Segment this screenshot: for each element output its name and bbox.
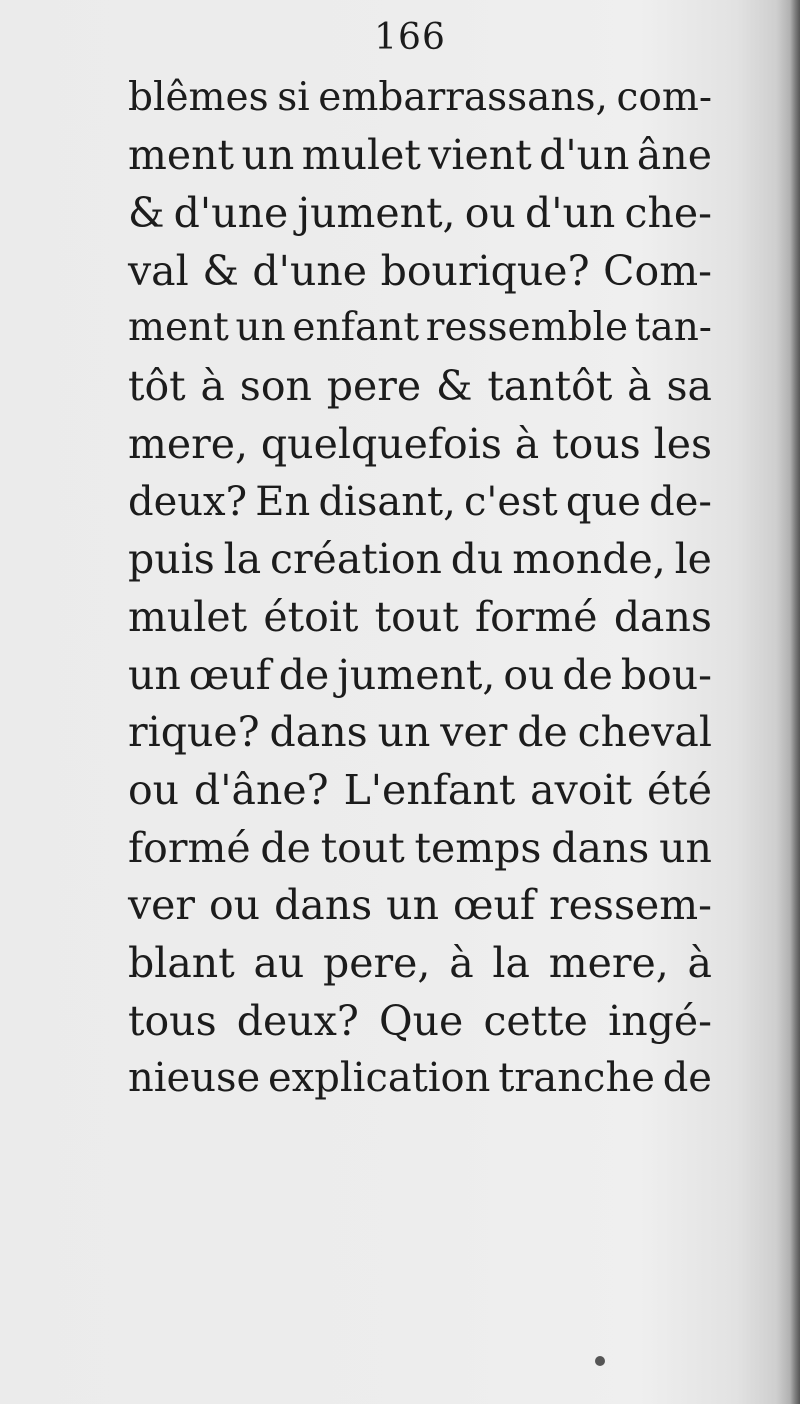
word: le	[674, 535, 712, 584]
word: jument,	[297, 189, 456, 238]
word: bourique?	[380, 246, 590, 295]
word: d'un	[525, 189, 616, 238]
word: un	[241, 131, 295, 180]
word: ressem-	[549, 881, 712, 930]
word: enfant	[292, 305, 420, 351]
word: la	[223, 535, 262, 584]
word: temps	[414, 823, 542, 872]
text-line	[128, 470, 712, 528]
word: formé	[128, 823, 251, 872]
word: dans	[551, 823, 650, 872]
word: En	[255, 478, 311, 525]
word: à	[200, 362, 225, 411]
word: Com-	[603, 246, 712, 295]
word: ou	[128, 765, 180, 814]
word: son	[239, 362, 312, 411]
word: à	[687, 939, 712, 987]
word: d'une	[252, 246, 368, 295]
text-line	[128, 874, 712, 932]
text-line	[128, 528, 712, 586]
word: jument,	[337, 650, 496, 699]
text-line	[128, 585, 712, 643]
word: L'enfant	[343, 765, 516, 814]
word: de	[662, 1055, 712, 1102]
text-line	[128, 1047, 712, 1105]
word: deux?	[236, 996, 359, 1045]
word: deux?	[128, 478, 248, 525]
word: embarrassans,	[318, 74, 608, 120]
word: que	[565, 478, 641, 525]
word: tranche	[498, 1055, 655, 1102]
word: mere,	[548, 939, 669, 987]
word: nieuse	[128, 1055, 261, 1102]
word: quelquefois	[260, 419, 502, 468]
text-line	[128, 354, 712, 412]
word: de	[517, 708, 568, 757]
word: cheval	[577, 708, 712, 757]
word: un	[659, 823, 712, 872]
word: étoit	[263, 592, 359, 641]
word: création	[270, 535, 442, 584]
word: ou	[209, 881, 261, 930]
word: avoit	[530, 765, 633, 814]
word: à	[449, 939, 474, 987]
word: &	[202, 246, 239, 295]
word: puis	[128, 535, 215, 584]
word: d'âne?	[194, 765, 329, 814]
word: d'un	[539, 131, 630, 180]
word: les	[653, 419, 712, 468]
text-line	[128, 701, 712, 759]
word: de-	[649, 478, 712, 525]
word: ou	[503, 650, 555, 699]
word: à	[627, 362, 652, 411]
word: ver	[128, 881, 196, 930]
word: dans	[274, 881, 373, 930]
word: du	[450, 535, 504, 584]
word: ver	[440, 708, 508, 757]
word: ingé-	[608, 996, 712, 1045]
word: c'est	[464, 478, 558, 525]
word: ment	[128, 305, 229, 351]
word: de	[562, 650, 613, 699]
word: vient	[428, 131, 532, 180]
word: bou-	[620, 650, 712, 699]
word: mulet	[301, 131, 421, 180]
word: blêmes	[128, 74, 269, 120]
text-line	[128, 816, 712, 874]
text-line	[128, 643, 712, 701]
text-line	[128, 124, 712, 182]
text-line	[128, 989, 712, 1047]
word: mere,	[128, 419, 249, 468]
word: com-	[616, 74, 712, 120]
word: Que	[378, 996, 464, 1045]
word: explication	[268, 1055, 491, 1102]
page-number: 166	[374, 17, 446, 58]
word: tan-	[634, 305, 712, 351]
text-line	[128, 297, 712, 355]
word: ou	[464, 189, 516, 238]
word: au	[253, 939, 305, 987]
word: monde,	[512, 535, 666, 584]
word: si	[277, 74, 310, 120]
text-line	[128, 239, 712, 297]
word: pere	[326, 362, 422, 411]
word: tantôt	[487, 362, 613, 411]
word: tout	[374, 592, 459, 641]
word: ressemble	[425, 305, 629, 351]
word: œuf	[188, 650, 271, 699]
word: tout	[320, 823, 405, 872]
word: âne	[636, 131, 712, 180]
word: de	[260, 823, 311, 872]
word: tôt	[128, 362, 186, 411]
word: disant,	[318, 478, 456, 525]
word: un	[386, 881, 439, 930]
word: d'une	[173, 189, 289, 238]
word: un	[128, 650, 181, 699]
ink-speck	[595, 1356, 605, 1366]
word: un	[377, 708, 431, 757]
word: blant	[128, 939, 235, 987]
word: été	[646, 765, 712, 814]
word: tous	[552, 419, 641, 468]
word: formé	[474, 592, 598, 641]
text-line	[128, 412, 712, 470]
text-line	[128, 931, 712, 989]
word: sa	[666, 362, 712, 411]
word: tous	[128, 996, 217, 1045]
page-edge-shadow	[790, 0, 800, 1404]
word: dans	[269, 708, 368, 757]
word: val	[128, 246, 189, 295]
text-line	[128, 181, 712, 239]
word: cette	[483, 996, 588, 1045]
word: &	[128, 189, 165, 238]
word: che-	[624, 189, 712, 238]
word: mulet	[128, 592, 248, 641]
word: pere,	[323, 939, 431, 987]
word: ment	[128, 131, 235, 180]
text-line	[128, 66, 712, 124]
word: de	[278, 650, 330, 699]
word: à	[514, 419, 540, 468]
word: la	[492, 939, 530, 987]
body-text	[128, 66, 712, 1104]
word: dans	[613, 592, 712, 641]
word: rique?	[128, 708, 260, 757]
word: &	[435, 362, 473, 411]
text-line	[128, 758, 712, 816]
word: un	[235, 305, 286, 351]
word: œuf	[452, 881, 536, 930]
